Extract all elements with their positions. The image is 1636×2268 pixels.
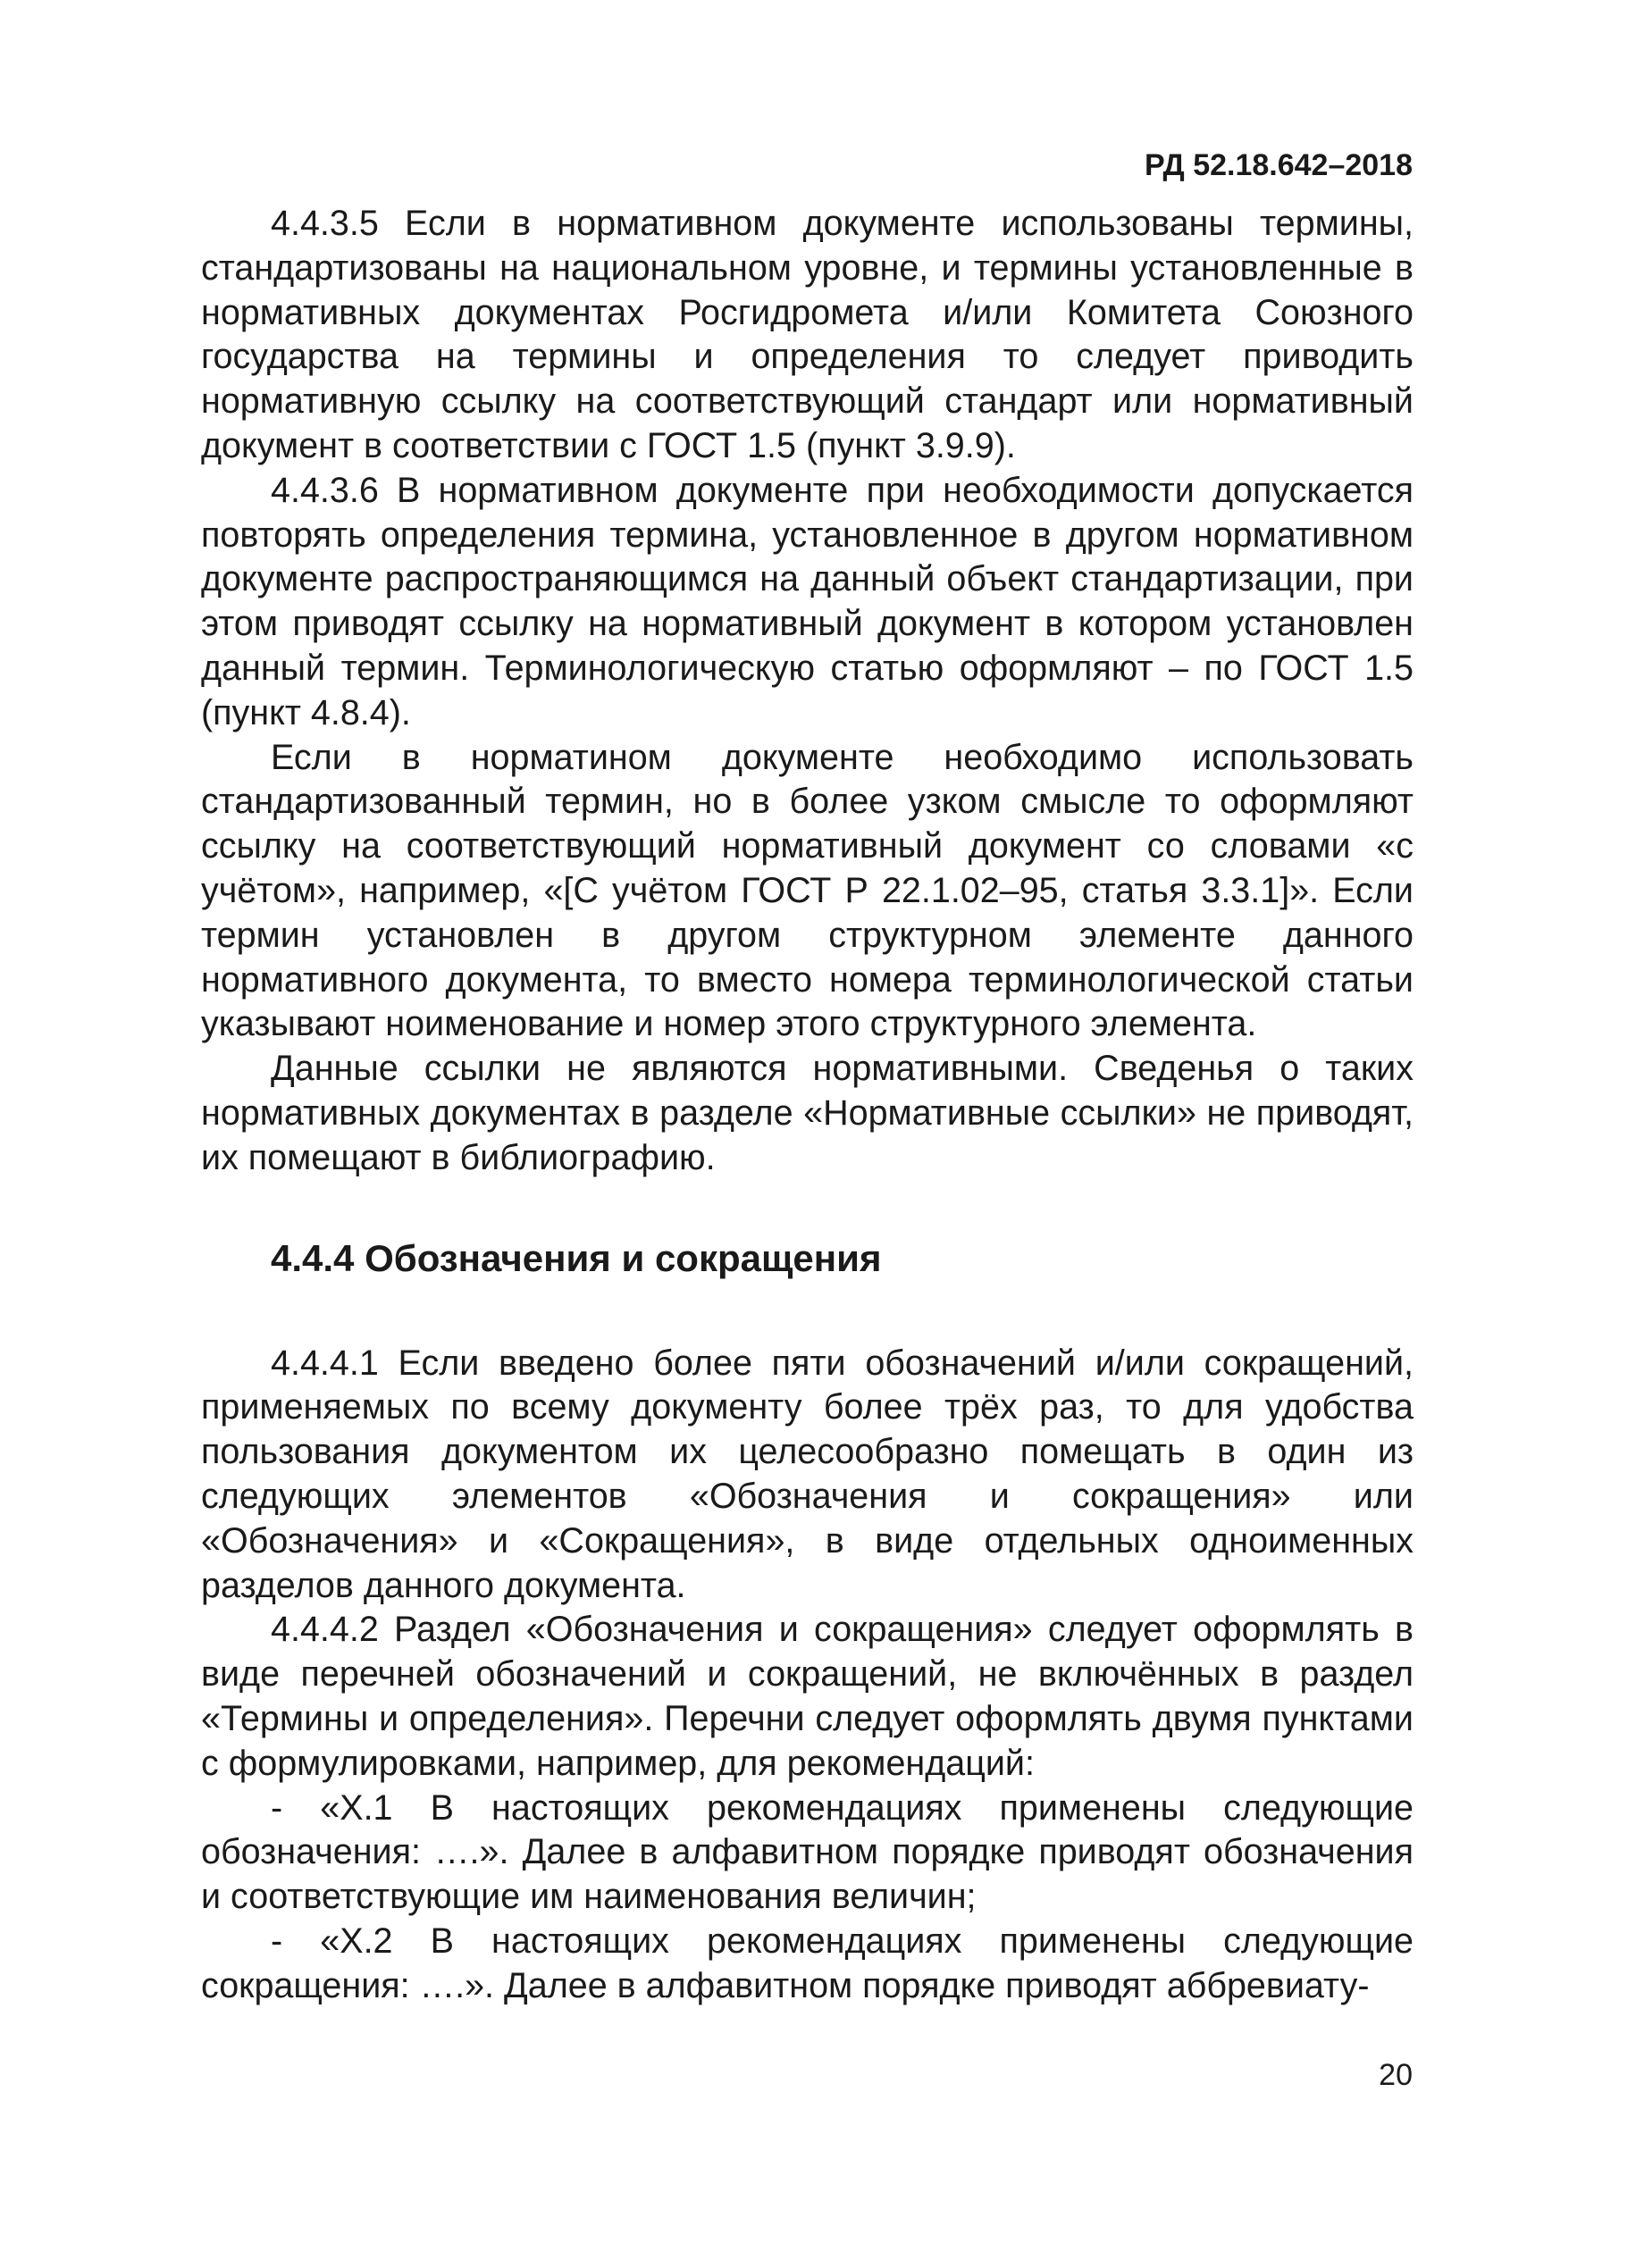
- section-heading: 4.4.4 Обозначения и сокращения: [271, 1236, 882, 1279]
- paragraph-4-4-3-6: 4.4.3.6 В нормативном документе при необходимости допускается повторять определения термина, установленное в другом нормативном документе распространяющимся на данный объект стандартизации, при этом приводят ссылку на нормативный документ в котором установлен данный термин. Терминологическую статью оформляют – по ГОСТ 1.5 (пункт 4.8.4).: [201, 470, 1414, 732]
- list-item-x2: - «Х.2 В настоящих рекомендациях применены следующие сокращения: ….». Далее в алфавитном порядке приводят аббревиату-: [201, 1921, 1414, 2005]
- page-number: 20: [1379, 2058, 1413, 2092]
- paragraph-narrow-term: Если в норматином документе необходимо использовать стандартизованный термин, но в более узком смысле то оформляют ссылку на соответствующий нормативный документ со словами «с учётом», например, «[С учётом ГОСТ Р 22.1.02–95, статья 3.3.1]». Если термин установлен в другом структурном элементе данного нормативного документа, то вместо номера терминологической статьи указывают ноименование и номер этого структурного элемента.: [201, 737, 1414, 1044]
- paragraph-4-4-4-2: 4.4.4.2 Раздел «Обозначения и сокращения» следует оформлять в виде перечней обозначений и сокращений, не включённых в раздел «Термины и определения». Перечни следует оформлять двумя пунктами с формулировками, например, для рекомендаций:: [201, 1610, 1414, 1783]
- paragraph-4-4-3-5: 4.4.3.5 Если в нормативном документе использованы термины, стандартизованы на национальном уровне, и термины установленные в нормативных документах Росгидромета и/или Комитета Союзного государства на термины и определения то следует приводить нормативную ссылку на соответствующий стандарт или нормативный документ в соответствии с ГОСТ 1.5 (пункт 3.9.9).: [201, 204, 1414, 465]
- document-body: [201, 202, 1414, 2008]
- list-item-x1: - «Х.1 В настоящих рекомендациях применены следующие обозначения: ….». Далее в алфавитном порядке приводят обозначения и соответствующие им наименования величин;: [201, 1787, 1414, 1917]
- paragraph-references-note: Данные ссылки не являются нормативными. Сведенья о таких нормативных документах в разделе «Нормативные ссылки» не приводят, их помещают в библиографию.: [201, 1049, 1414, 1177]
- paragraph-4-4-4-1: 4.4.4.1 Если введено более пяти обозначений и/или сокращений, применяемых по всему документу более трёх раз, то для удобства пользования документом их целесообразно помещать в один из следующих элементов «Обозначения и сокращения» или «Обозначения» и «Сокращения», в виде отдельных одноименных разделов данного документа.: [201, 1343, 1414, 1605]
- document-code: РД 52.18.642–2018: [1144, 148, 1413, 182]
